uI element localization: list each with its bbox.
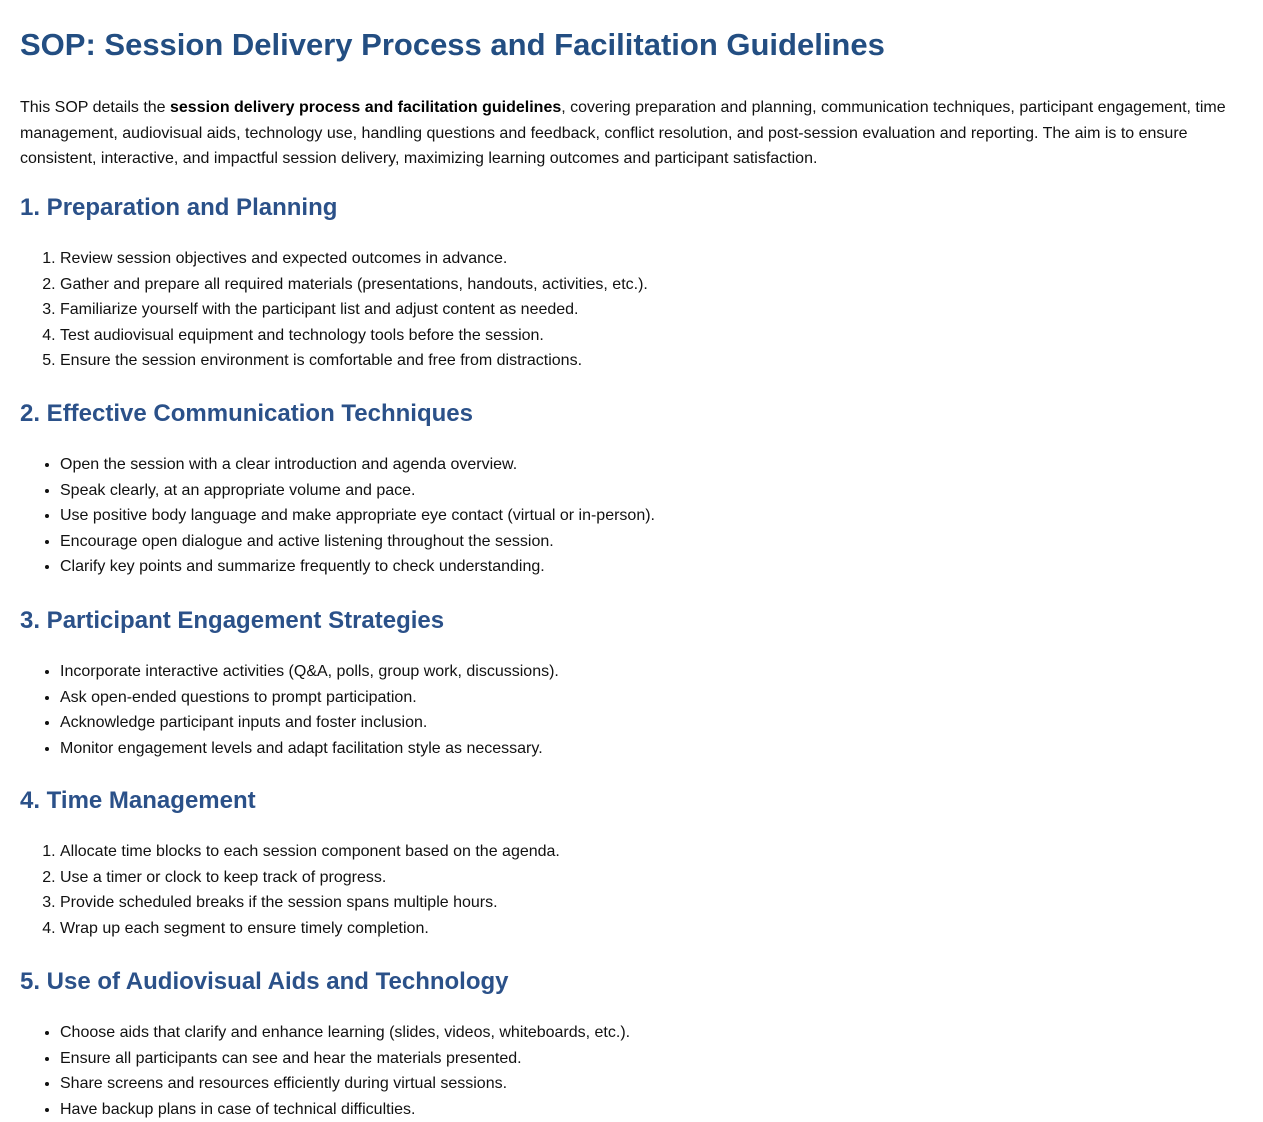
list-item: • Choose aids that clarify and enhance learning (slides, videos, whiteboards, etc.). [60, 1020, 1243, 1046]
section-list [20, 246, 1243, 374]
intro-text-start: This SOP details the [20, 99, 170, 116]
section-time-management [20, 787, 1243, 941]
document-page [0, 0, 1263, 172]
list-item: 2. Gather and prepare all required materials (presentations, handouts, activities, etc.). [60, 272, 1243, 298]
list-item: • Share screens and resources efficiently during virtual sessions. [60, 1071, 1243, 1097]
list-item: • Have backup plans in case of technical difficulties. [60, 1097, 1243, 1122]
list-item: • Incorporate interactive activities (Q&A, polls, group work, discussions). [60, 659, 1243, 685]
list-item: 1. Allocate time blocks to each session component based on the agenda. [60, 839, 1243, 865]
page-title: SOP: Session Delivery Process and Facilitation Guidelines [20, 0, 1243, 63]
section-audiovisual-technology [20, 968, 1243, 1122]
section-list [20, 659, 1243, 761]
list-item: 4. Test audiovisual equipment and technology tools before the session. [60, 323, 1243, 349]
intro-text-end: , covering preparation and planning, communication techniques, participant engagement, time management, audiovisual aids, technology use, handling questions and feedback, conflict resolution, and post-session evaluation and reporting. The aim is to ensure consistent, interactive, and impactful session delivery, maximizing learning outcomes and participant satisfaction. [20, 99, 1226, 167]
list-item: • Speak clearly, at an appropriate volume and pace. [60, 478, 1243, 504]
list-item: 3. Familiarize yourself with the participant list and adjust content as needed. [60, 297, 1243, 323]
section-heading: 2. Effective Communication Techniques [20, 400, 1243, 428]
list-item: • Open the session with a clear introduction and agenda overview. [60, 452, 1243, 478]
list-item: • Ask open-ended questions to prompt participation. [60, 685, 1243, 711]
intro-bold-text: session delivery process and facilitation guidelines [170, 99, 561, 116]
list-item: 1. Review session objectives and expected outcomes in advance. [60, 246, 1243, 272]
list-item: • Encourage open dialogue and active listening throughout the session. [60, 529, 1243, 555]
section-heading: 3. Participant Engagement Strategies [20, 607, 1243, 635]
list-item: 5. Ensure the session environment is comfortable and free from distractions. [60, 348, 1243, 374]
list-item: 3. Provide scheduled breaks if the session spans multiple hours. [60, 890, 1243, 916]
list-item: 4. Wrap up each segment to ensure timely completion. [60, 916, 1243, 942]
section-preparation-planning [20, 194, 1243, 374]
section-heading: 5. Use of Audiovisual Aids and Technology [20, 968, 1243, 996]
list-item: 2. Use a timer or clock to keep track of progress. [60, 865, 1243, 891]
section-list [20, 452, 1243, 580]
list-item: • Use positive body language and make appropriate eye contact (virtual or in-person). [60, 503, 1243, 529]
section-list [20, 1020, 1243, 1122]
section-heading: 1. Preparation and Planning [20, 194, 1243, 222]
intro-paragraph [20, 95, 1243, 172]
list-item: • Ensure all participants can see and hear the materials presented. [60, 1046, 1243, 1072]
section-participant-engagement [20, 607, 1243, 761]
section-heading: 4. Time Management [20, 787, 1243, 815]
section-communication-techniques [20, 400, 1243, 580]
list-item: • Clarify key points and summarize frequently to check understanding. [60, 554, 1243, 580]
list-item: • Monitor engagement levels and adapt facilitation style as necessary. [60, 736, 1243, 762]
section-list [20, 839, 1243, 941]
list-item: • Acknowledge participant inputs and foster inclusion. [60, 710, 1243, 736]
